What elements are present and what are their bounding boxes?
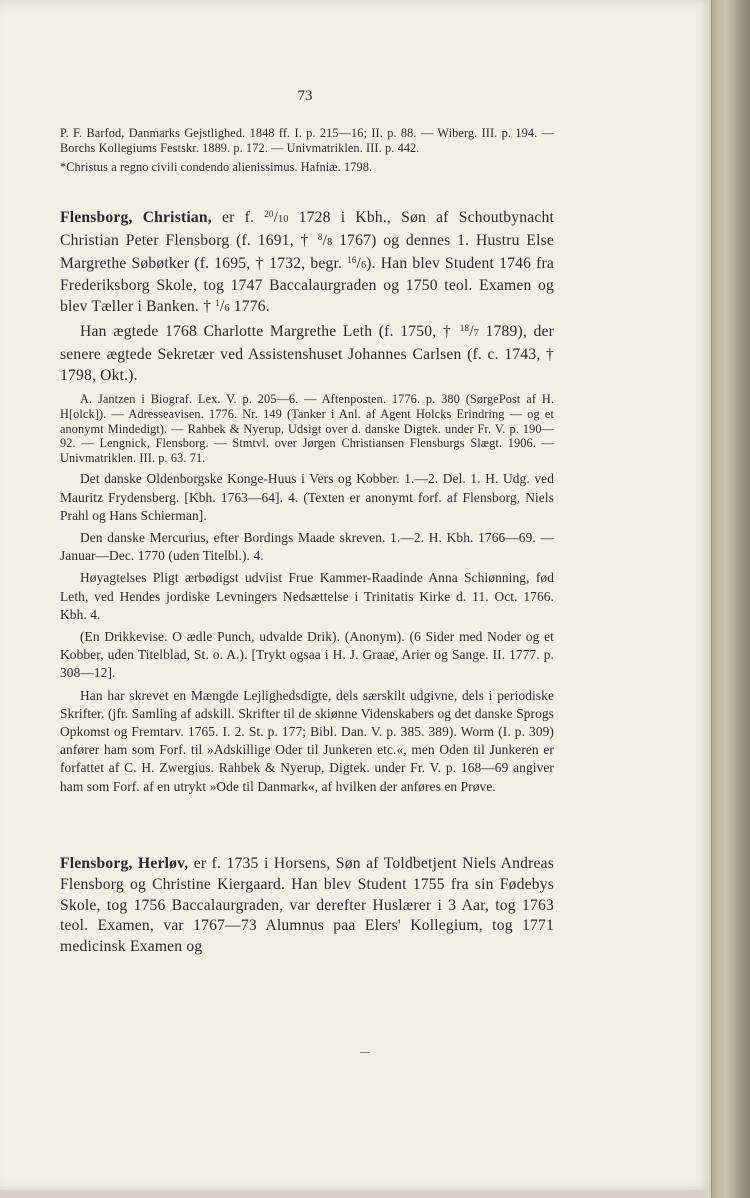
work-item: Han har skrevet en Mængde Lejlighedsdigte, dels særskilt udgivne, dels i periodiske Skrifter. (jfr. Samling af adskill. Skrifter til de skiønne Videnskabers og det danske Sprogs Opkomst og Fremtarv. 1765. I. 2. St. p. 177; Bibl. Dan. V. p. 385. 389). Worm (I. p. 309) anfører ham som Forf. til »Adskillige Oder til Junkeren etc.«, men Oden til Junkeren er forfattet af C. H. Zwergius. Rahbek & Nyerup, Digtek. under Fr. V. p. 168—69 angiver ham som Forf. af en utrykt »Ode til Danmark«, af hvilken der anføres en Prøve.	[60, 687, 554, 794]
entry-biography: Flensborg, Christian, er f. $^{20}$/10 1728 i Kbh., Søn af Schoutbynacht Christian Peter Flensborg (f. 1691, † $^8$/8 1767) og dennes 1. Hustru Else Margrethe Søbøtker (f. 1695, † 1732, begr. $^{16}$/6). Han blev Student 1746 fra Frederiksborg Skole, tog 1747 Baccalaurgraden og 1750 teol. Examen og blev Tæller i Banken. † $^1$/6 1776.	[60, 209, 555, 316]
page-number: 73	[297, 88, 313, 104]
bio-text: Han blev Student 1746 fra Frederiksborg Skole, tog 1747 Baccalaurgraden og 1750 teol. Examen og blev Tæller i Banken. †	[60, 254, 554, 316]
bio-text: er f. 1735 i Horsens, Søn af Toldbetjent Niels Andreas Flensborg og Christine Kiergaard. Han blev Student 1755 fra sin Fødebys Skole, tog 1756 Baccalaurgraden, var derefter Huslærer i 3 Aar, tog 1763 teol. Examen, var 1767—73 Alumnus paa Elers' Kollegium, tog 1771 medicinsk Examen og	[60, 855, 554, 956]
entry-marriage: Han ægtede 1768 Charlotte Margrethe Leth (f. 1750, † $^{18}$/7 1789), der senere ægtede Sekretær ved Assistenshuset Johannes Carlsen (f. c. 1743, † 1798, Okt.).	[60, 322, 555, 384]
marriage-text: Han ægtede 1768 Charlotte Margrethe Leth (f. 1750, †	[80, 322, 460, 340]
date-fraction: 6	[361, 259, 367, 271]
book-spine	[711, 0, 750, 1198]
entry-herlov-flensborg	[60, 854, 554, 958]
entry-biography	[60, 854, 554, 958]
bio-text: 1728 i Kbh., Søn af Schoutbynacht Christian Peter Flensborg (f. 1691, †	[60, 209, 554, 249]
date-fraction: 6	[224, 303, 230, 315]
entry-sources: A. Jantzen i Biograf. Lex. V. p. 205—6. — Aftenposten. 1776. p. 380 (SørgePost af H. H[olck]). — Adresseavisen. 1776. Nr. 149 (Tanker i Anl. af Agent Holcks Erindring — og et anonymt Mindedigt). — Rahbek & Nyerup, Udsigt over d. danske Digtek. under Fr. V. p. 190—92. — Lengnick, Flensborg. — Stmtvl. over Jørgen Christiansen Flensburgs Slægt. 1906. — Univmatriklen. III. p. 63. 71.	[60, 392, 554, 465]
entry-christian-flensborg	[60, 208, 554, 796]
top-references	[60, 126, 554, 175]
marriage-text: 1789), der senere ægtede Sekretær ved Assistenshuset Johannes Carlsen (f. c. 1743, † 1798, Okt.).	[60, 322, 555, 384]
bio-text: er f.	[221, 209, 265, 226]
date-fraction: 7	[473, 327, 479, 339]
reference-line: *Christus a regno civili condendo alienissimus. Hafniæ. 1798.	[60, 160, 373, 175]
entry-name: Flensborg, Christian,	[60, 209, 212, 226]
page-mark	[360, 1052, 370, 1053]
bio-text: 1767) og dennes 1. Hustru Else Margrethe Søbøtker (f. 1695, † 1732, begr.	[60, 231, 555, 272]
work-item: Den danske Mercurius, efter Bordings Maade skreven. 1.—2. H. Kbh. 1766—69. — Januar—Dec. 1770 (uden Titelbl.). 4.	[60, 529, 554, 564]
date-fraction: 16	[347, 254, 357, 265]
date-fraction: 10	[278, 214, 289, 225]
reference-line: P. F. Barfod, Danmarks Gejstlighed. 1848 ff. I. p. 215—16; II. p. 88. — Wiberg. III. p. 194. — Borchs Kollegiums Festskr. 1889. p. 172. — Univmatriklen. III. p. 442.	[60, 126, 554, 155]
date-fraction: 1	[215, 298, 220, 309]
bio-text: 1776.	[229, 298, 270, 316]
date-fraction: 18	[459, 322, 470, 333]
date-fraction: 8	[317, 231, 323, 242]
entry-name: Flensborg, Herløv,	[60, 855, 189, 872]
work-item: Det danske Oldenborgske Konge-Huus i Vers og Kobber. 1.—2. Del. 1. H. Udg. ved Mauritz Frydensberg. [Kbh. 1763—64]. 4. (Texten er anonymt forf. af Flensborg, Niels Prahl og Hans Schierman].	[60, 471, 554, 523]
date-fraction: 20	[264, 209, 274, 219]
bio-text: ).	[366, 254, 376, 272]
work-item: (En Drikkevise. O ædle Punch, udvalde Drik). (Anonym). (6 Sider med Noder og et Kobber, uden Titelblad, St. o. A.). [Trykt ogsaa i H. J. Graae, Arier og Sange. II. 1777. p. 308—12].	[60, 628, 554, 681]
work-item: Høyagtelses Pligt ærbødigst udviist Frue Kammer-Raadinde Anna Schiønning, fød Leth, ved Hendes jordiske Levningers Nedsættelse i Trinitatis Kirke d. 11. Oct. 1766. Kbh. 4.	[60, 570, 554, 622]
date-fraction: 8	[327, 236, 333, 248]
